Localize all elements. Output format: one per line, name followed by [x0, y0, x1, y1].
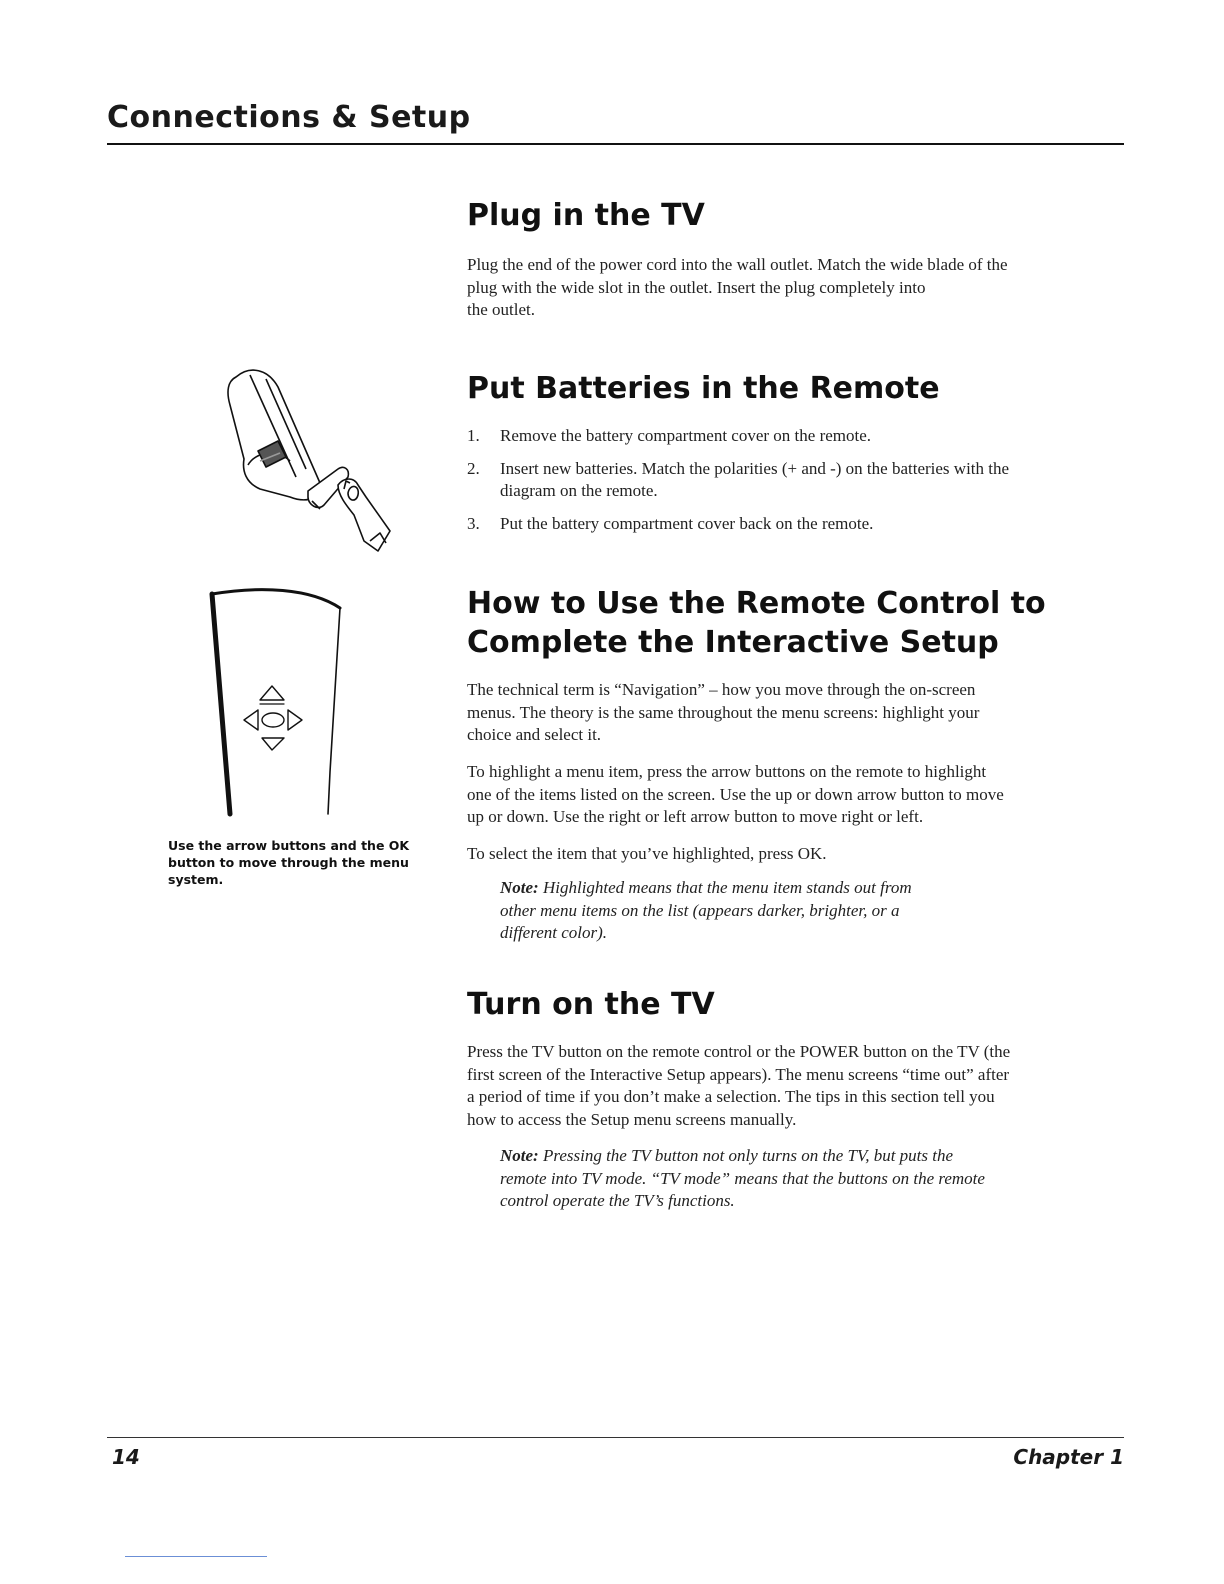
- header-divider: [107, 143, 1124, 145]
- scan-line: [125, 1556, 267, 1557]
- turn-on-note: Note: Pressing the TV button not only turns on the TV, but puts the remote into TV mode. “TV mode” means that the buttons on the remote control operate the TV’s functions.: [500, 1146, 985, 1210]
- heading-batteries: Put Batteries in the Remote: [467, 371, 940, 406]
- battery-step: 3. Put the battery compartment cover back on the remote.: [467, 513, 874, 533]
- navigation-paragraph-3: To select the item that you’ve highlighted, press OK.: [467, 844, 827, 863]
- battery-step: 1. Remove the battery compartment cover on the remote.: [467, 426, 872, 445]
- page-number: 14: [112, 1445, 140, 1469]
- remote-arrow-buttons-illustration: [200, 582, 350, 822]
- turn-on-paragraph: Press the TV button on the remote control or the POWER button on the TV (the first screen of the Interactive Setup appears). The menu screens “time out” after a period of time if you don’t make a selection. The tips in this section tell you how to access the Setup menu screens manually.: [467, 1042, 1011, 1129]
- heading-navigation: How to Use the Remote Control to Complete the Interactive Setup: [467, 586, 1046, 660]
- footer-divider: [107, 1437, 1124, 1438]
- plug-in-paragraph: Plug the end of the power cord into the wall outlet. Match the wide blade of the plug with the wide slot in the outlet. Insert the plug completely into the outlet.: [467, 255, 1008, 319]
- heading-plug-in-tv: Plug in the TV: [467, 198, 705, 233]
- battery-step: 2. Insert new batteries. Match the polarities (+ and -) on the batteries with the diagram on the remote.: [467, 458, 1010, 500]
- navigation-paragraph-1: The technical term is “Navigation” – how you move through the on-screen menus. The theory is the same throughout the menu screens: highlight your choice and select it.: [467, 680, 980, 744]
- navigation-paragraph-2: To highlight a menu item, press the arrow buttons on the remote to highlight one of the items listed on the screen. Use the up or down arrow button to move up or down. Use the right or left arrow button to move right or left.: [467, 762, 1004, 826]
- heading-turn-on-tv: Turn on the TV: [467, 987, 715, 1022]
- chapter-label: Chapter 1: [1013, 1445, 1124, 1469]
- battery-remote-illustration: [220, 365, 400, 555]
- battery-steps: [467, 425, 1127, 545]
- navigation-note: Note: Highlighted means that the menu item stands out from other menu items on the list (appears darker, brighter, or a different color).: [500, 878, 912, 942]
- arrow-buttons-caption: Use the arrow buttons and the OK button to move through the menu system.: [168, 838, 410, 887]
- page-section-title: Connections & Setup: [107, 100, 471, 135]
